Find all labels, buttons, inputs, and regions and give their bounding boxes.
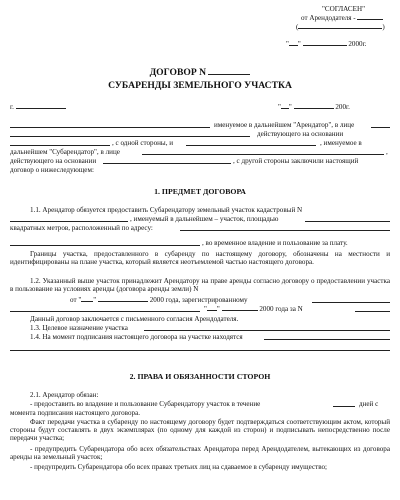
date-q-open: " (278, 103, 281, 111)
date-year: 200 (335, 103, 347, 111)
p21-d: - предупредить Субарендатора обо всех правах третьих лиц на сдаваемое в субаренду имущество; (30, 463, 328, 471)
p12-d: " " 2000 года за N (204, 305, 303, 313)
p21: 2.1. Арендатор обязан: (30, 391, 99, 399)
party1-rep-blank-2 (10, 136, 250, 137)
party2-rep-blank (142, 154, 384, 155)
registrar-blank (312, 302, 390, 303)
party1-name-blank (10, 127, 210, 128)
objects-blank-2 (10, 350, 390, 351)
purpose-blank (144, 330, 390, 331)
p11-e: Границы участка, предоставленного в субаренду по настоящему договору, обозначены на местности и идентифицированы на плане участка, который является неотъемлемой частью настоящего договора. (10, 250, 390, 266)
address-blank (180, 230, 390, 231)
p21-a2: дней с (359, 400, 379, 408)
p14: 1.4. На момент подписания настоящего договора на участке находятся (30, 333, 243, 341)
address-blank-2 (10, 245, 200, 246)
city-blank (16, 108, 66, 109)
p12-day-blank (81, 301, 93, 302)
date-q-close: " (288, 103, 292, 111)
p21-a1: - предоставить во владение и пользование Субарендатору участок в течение (30, 400, 261, 408)
party2-name-blank (186, 145, 316, 146)
objects-blank (264, 339, 390, 340)
section1-heading: 1. ПРЕДМЕТ ДОГОВОРА (154, 187, 246, 196)
approval-from-label: от Арендодателя - (301, 14, 358, 22)
party2-basis-blank (103, 163, 231, 164)
doc-title-line1 (0, 67, 400, 78)
approval-name-blank (298, 28, 382, 29)
p21-b: Факт передачи участка в субаренду по настоящему договору будет подтверждаться соответствующим актом, который стороны будут составлять в двух экземплярах (по одному для каждой из сторон) и подписывать непосредственно после передачи участка; (10, 418, 390, 442)
party1-rep-blank (371, 127, 390, 128)
p13: 1.3. Целевое назначение участка (30, 324, 128, 332)
parties-line5b: , с другой стороны заключили настоящий (233, 157, 359, 165)
date-day-blank (281, 108, 289, 109)
section2-heading: 2. ПРАВА И ОБЯЗАННОСТИ СТОРОН (129, 372, 271, 381)
reg-number-blank (355, 311, 390, 312)
p11-c: квадратных метров, расположенный по адресу: (10, 224, 153, 232)
p11-b: , именуемый в дальнейшем – участок, площадью (130, 215, 279, 223)
parties-line6: договор о нижеследующем: (10, 166, 94, 174)
cadastral-number-blank (10, 221, 128, 222)
area-blank (305, 221, 390, 222)
approval-from-blank (357, 19, 383, 20)
parties-line4b: , (386, 148, 388, 156)
doc-title-line2: СУБАРЕНДЫ ЗЕМЕЛЬНОГО УЧАСТКА (108, 80, 292, 91)
p21-c: - предупредить Субарендатора обо всех обязательствах Арендатора перед Арендодателем, вытекающих из договора аренды на земельный участок; (10, 445, 390, 461)
p12-reg-month-blank (222, 310, 258, 311)
registrar-blank-2 (10, 311, 200, 312)
approval-date-q-open: " (286, 40, 289, 48)
doc-number-blank (208, 74, 250, 75)
parties-line1: именуемое в дальнейшем "Арендатор", в лице (214, 121, 355, 129)
approval-day-blank (289, 45, 298, 46)
approval-date (286, 40, 366, 48)
approval-year: 2000г. (348, 40, 367, 48)
p12-e: Данный договор заключается с письменного согласия Арендодателя. (30, 315, 239, 323)
contract-date (278, 103, 350, 111)
city-prefix: г. (10, 103, 14, 111)
parties-line5a: действующего на основании (10, 157, 97, 165)
p11-d: , во временное владение и пользование за плату. (202, 239, 348, 247)
date-month-blank (294, 108, 334, 109)
parties-line2: действующего на основании (257, 130, 344, 138)
city-line (10, 103, 66, 111)
paren-open: ( (296, 23, 299, 31)
approval-month-blank (303, 45, 347, 46)
p12-b: от " " 2000 года, зарегистрированному (70, 296, 248, 304)
p21-a3: момента подписания настоящего договора. (10, 409, 140, 417)
p12-a: 1.2. Указанный выше участок принадлежит Арендатору на праве аренды согласно договору о предоставлении участка в пользование на условиях аренды (договора аренды земли) N (10, 277, 390, 293)
p12-reg-day-blank (207, 310, 217, 311)
p12-registered: 2000 года, зарегистрированному (149, 296, 248, 304)
p12-from: от (70, 296, 77, 304)
parties-line4: дальнейшем "Субарендатор", в лице (10, 148, 120, 156)
p12-reg-number-label: 2000 года за N (259, 305, 303, 313)
approval-name-line (296, 23, 385, 31)
parties-line3b: , именуемое в (320, 139, 362, 147)
approval-date-q-close: " (297, 40, 301, 48)
date-suffix: г. (346, 103, 350, 111)
party1-basis-blank (10, 145, 110, 146)
doc-title-text: ДОГОВОР N (149, 67, 207, 78)
paren-close: ) (382, 23, 385, 31)
p11-a: 1.1. Арендатор обязуется предоставить Субарендатору земельный участок кадастровый N (30, 206, 303, 214)
parties-line3: , с одной стороны, и (112, 139, 174, 147)
transfer-days-blank (333, 406, 355, 407)
p12-month-blank (98, 301, 148, 302)
approval-title: "СОГЛАСЕН" (322, 5, 365, 13)
approval-from (301, 14, 383, 22)
